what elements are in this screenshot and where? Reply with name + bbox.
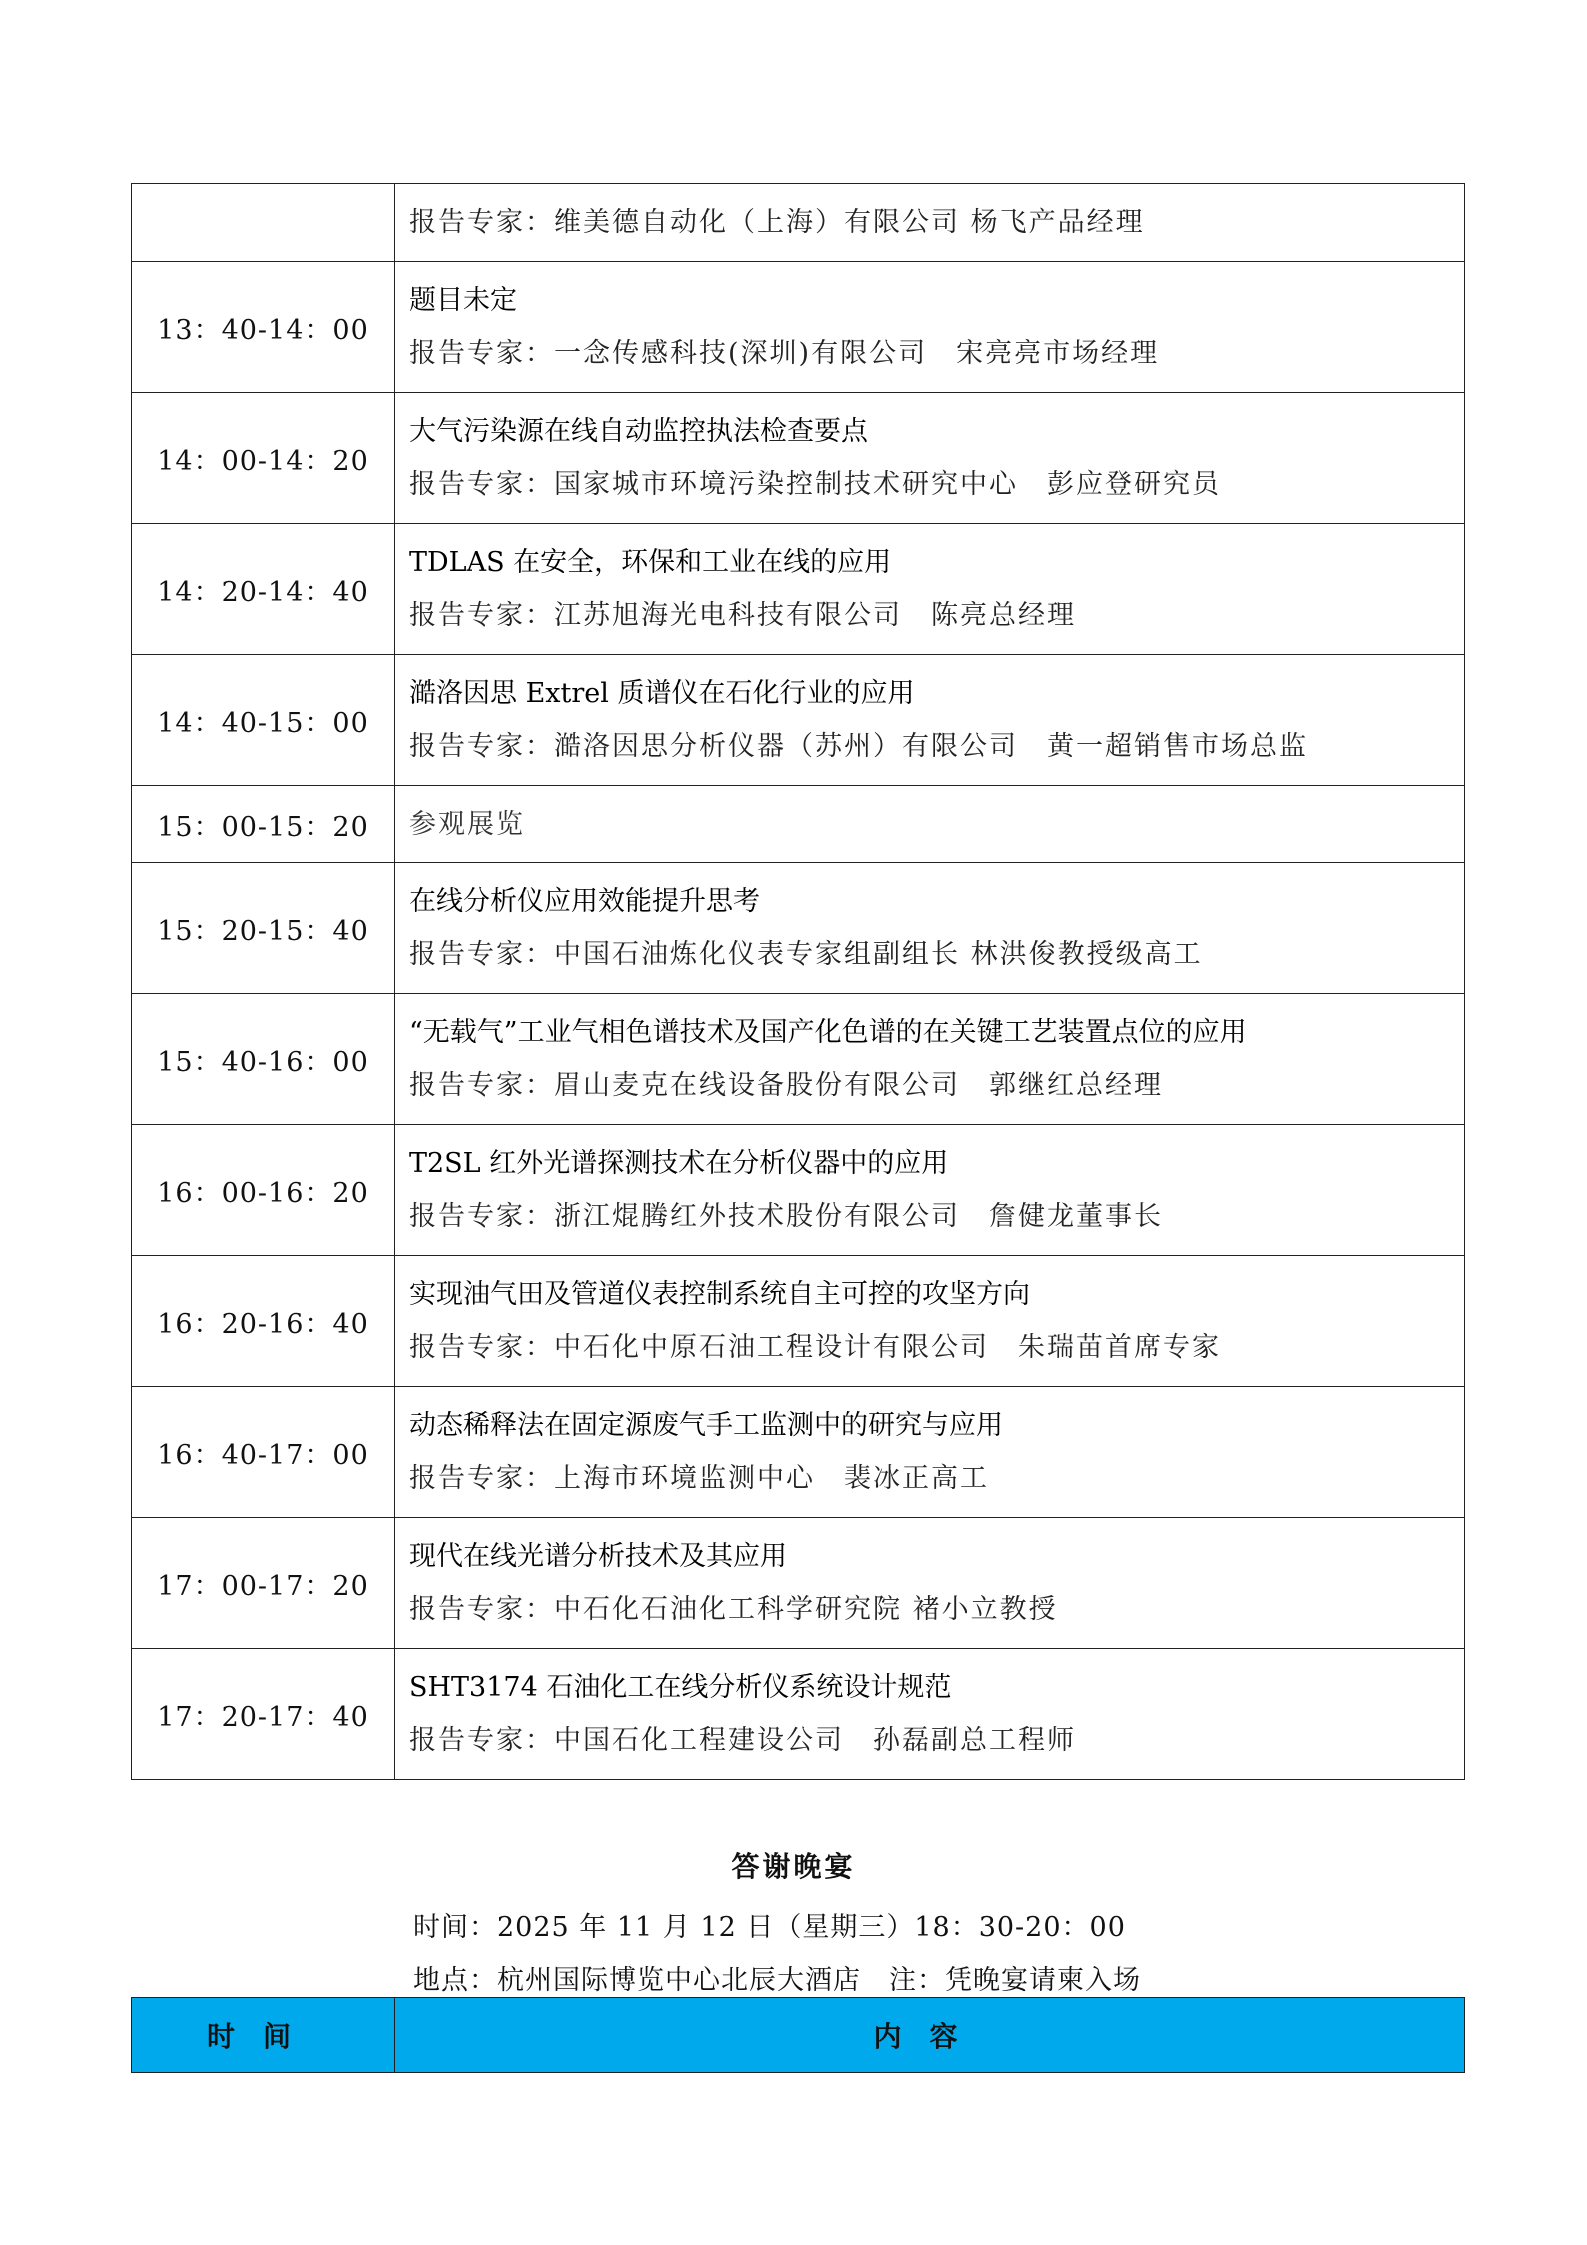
- time-cell: [132, 184, 395, 262]
- speaker-text: 报告专家：江苏旭海光电科技有限公司 陈亮总经理: [409, 600, 1076, 631]
- activity-text: 参观展览: [409, 808, 525, 840]
- table-row: [132, 1518, 1465, 1649]
- banquet-time: 时间：2025 年 11 月 12 日（星期三）18：30-20：00: [413, 1912, 1126, 1943]
- content-cell: [395, 863, 1465, 994]
- time-cell: 16：00-16：20: [132, 1125, 395, 1256]
- banquet-header-table: [131, 1997, 1465, 2073]
- table-row: [132, 863, 1465, 994]
- time-cell: 16：40-17：00: [132, 1387, 395, 1518]
- speaker-text: 报告专家：眉山麦克在线设备股份有限公司 郭继红总经理: [409, 1070, 1163, 1101]
- content-cell: [395, 1518, 1465, 1649]
- table-row: [132, 262, 1465, 393]
- table-row: [132, 1649, 1465, 1780]
- time-cell: 14：20-14：40: [132, 524, 395, 655]
- time-cell: 15：00-15：20: [132, 786, 395, 863]
- talk-title: 现代在线光谱分析技术及其应用: [409, 1541, 787, 1572]
- table-row: [132, 994, 1465, 1125]
- time-cell: 13：40-14：00: [132, 262, 395, 393]
- content-cell: [395, 1125, 1465, 1256]
- speaker-text: 报告专家：中石化中原石油工程设计有限公司 朱瑞苗首席专家: [409, 1332, 1221, 1363]
- time-cell: 15：40-16：00: [132, 994, 395, 1125]
- speaker-text: 报告专家：浙江焜腾红外技术股份有限公司 詹健龙董事长: [409, 1201, 1163, 1232]
- talk-title: 澔洛因思 Extrel 质谱仪在石化行业的应用: [409, 678, 915, 709]
- time-cell: 16：20-16：40: [132, 1256, 395, 1387]
- talk-title: 在线分析仪应用效能提升思考: [409, 886, 760, 917]
- talk-title: “无载气”工业气相色谱技术及国产化色谱的在关键工艺装置点位的应用: [409, 1017, 1247, 1048]
- talk-title: TDLAS 在安全，环保和工业在线的应用: [409, 547, 892, 578]
- time-cell: 14：00-14：20: [132, 393, 395, 524]
- talk-title: 动态稀释法在固定源废气手工监测中的研究与应用: [409, 1410, 1003, 1441]
- table-row: [132, 184, 1465, 262]
- header-content: 内容: [395, 1998, 1465, 2073]
- content-cell: [395, 1387, 1465, 1518]
- content-cell: [395, 786, 1465, 863]
- talk-title: 大气污染源在线自动监控执法检查要点: [409, 416, 868, 447]
- table-row: [132, 393, 1465, 524]
- talk-title: 题目未定: [409, 285, 517, 316]
- header-row: [132, 1998, 1465, 2073]
- speaker-text: 报告专家：中石化石油化工科学研究院 褚小立教授: [409, 1594, 1058, 1625]
- time-cell: 17：00-17：20: [132, 1518, 395, 1649]
- header-time: 时间: [132, 1998, 395, 2073]
- table-row: [132, 1125, 1465, 1256]
- content-cell: [395, 1649, 1465, 1780]
- speaker-text: 报告专家：中国石油炼化仪表专家组副组长 林洪俊教授级高工: [409, 939, 1203, 970]
- talk-title: SHT3174 石油化工在线分析仪系统设计规范: [409, 1672, 952, 1703]
- speaker-text: 报告专家：维美德自动化（上海）有限公司 杨飞产品经理: [409, 207, 1145, 238]
- talk-title: 实现油气田及管道仪表控制系统自主可控的攻坚方向: [409, 1279, 1030, 1310]
- banquet-title: 答谢晚宴: [731, 1850, 856, 1883]
- speaker-text: 报告专家：澔洛因思分析仪器（苏州）有限公司 黄一超销售市场总监: [409, 731, 1308, 762]
- time-cell: 14：40-15：00: [132, 655, 395, 786]
- table-row: [132, 524, 1465, 655]
- table-row: [132, 1256, 1465, 1387]
- speaker-text: 报告专家：一念传感科技(深圳)有限公司 宋亮亮市场经理: [409, 338, 1160, 369]
- speaker-text: 报告专家：国家城市环境污染控制技术研究中心 彭应登研究员: [409, 469, 1221, 500]
- table-row: [132, 655, 1465, 786]
- time-cell: 17：20-17：40: [132, 1649, 395, 1780]
- content-cell: [395, 655, 1465, 786]
- content-cell: [395, 262, 1465, 393]
- table-row: [132, 786, 1465, 863]
- content-cell: [395, 393, 1465, 524]
- speaker-text: 报告专家：中国石化工程建设公司 孙磊副总工程师: [409, 1725, 1076, 1756]
- content-cell: [395, 994, 1465, 1125]
- time-cell: 15：20-15：40: [132, 863, 395, 994]
- content-cell: [395, 184, 1465, 262]
- speaker-text: 报告专家：上海市环境监测中心 裴冰正高工: [409, 1463, 989, 1494]
- schedule-table: [131, 183, 1465, 1780]
- content-cell: [395, 1256, 1465, 1387]
- table-row: [132, 1387, 1465, 1518]
- content-cell: [395, 524, 1465, 655]
- banquet-place: 地点：杭州国际博览中心北辰大酒店 注：凭晚宴请柬入场: [413, 1965, 1141, 1996]
- talk-title: T2SL 红外光谱探测技术在分析仪器中的应用: [409, 1148, 949, 1179]
